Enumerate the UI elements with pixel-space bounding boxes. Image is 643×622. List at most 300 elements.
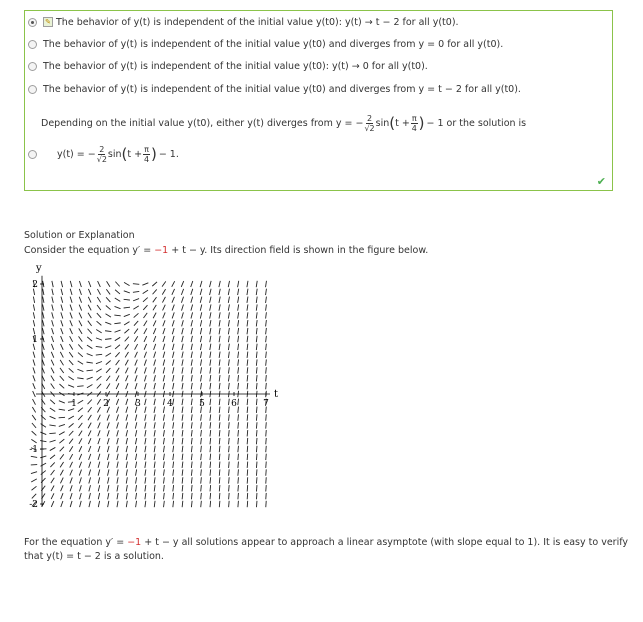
fraction: $\frac{\pi}{4}$ — [411, 113, 417, 133]
option-4[interactable] — [25, 80, 521, 98]
slope-segment — [59, 432, 65, 435]
slope-segment — [70, 462, 73, 468]
slope-segment — [266, 312, 267, 318]
slope-segment — [144, 352, 146, 358]
slope-segment — [210, 289, 212, 295]
slope-segment — [163, 430, 164, 436]
slope-segment — [52, 289, 53, 295]
option-3[interactable] — [25, 57, 428, 75]
slope-segment — [154, 422, 155, 428]
slope-segment — [136, 501, 137, 507]
slope-segment — [247, 375, 248, 381]
slope-segment — [210, 312, 211, 318]
slope-segment — [135, 352, 138, 358]
slope-segment — [135, 438, 136, 444]
slope-segment — [117, 501, 118, 507]
slope-segment — [163, 344, 165, 350]
slope-segment — [229, 477, 230, 483]
slope-segment — [173, 367, 174, 373]
slope-segment — [219, 344, 220, 350]
slope-segment — [51, 368, 54, 374]
slope-segment — [228, 304, 229, 310]
explanation-intro: Consider the equation y′ = −1 + t − y. Its direction field is shown in the figure below. — [24, 245, 429, 256]
direction-field-plot — [24, 258, 304, 520]
slope-segment — [182, 367, 183, 373]
slope-segment — [228, 312, 229, 318]
slope-segment — [126, 407, 128, 413]
slope-segment — [162, 297, 165, 303]
slope-segment — [229, 485, 230, 491]
slope-segment — [173, 493, 174, 499]
slope-segment — [163, 469, 164, 475]
slope-segment — [145, 438, 146, 444]
slope-segment — [256, 438, 257, 444]
slope-segment — [228, 289, 229, 295]
slope-segment — [219, 407, 220, 413]
slope-segment — [201, 422, 202, 428]
slope-segment — [115, 282, 119, 287]
slope-segment — [219, 375, 220, 381]
slope-segment — [182, 328, 184, 334]
slope-segment — [247, 344, 248, 350]
slope-segment — [210, 493, 211, 499]
slope-segment — [115, 306, 121, 308]
slope-segment — [52, 304, 54, 310]
x-tick-label: 5 — [199, 399, 205, 409]
slope-segment — [70, 312, 72, 318]
slope-segment — [266, 289, 267, 295]
slope-segment — [247, 383, 248, 389]
slope-segment — [145, 493, 146, 499]
slope-segment — [238, 446, 239, 452]
slope-segment — [145, 407, 146, 413]
slope-segment — [228, 367, 229, 373]
slope-segment — [219, 289, 220, 295]
slope-segment — [154, 399, 155, 405]
slope-segment — [88, 415, 91, 420]
slope-segment — [229, 501, 230, 507]
slope-segment — [98, 438, 100, 444]
slope-segment — [163, 422, 164, 428]
y-tick-label: -1 — [29, 445, 38, 455]
slope-segment — [126, 454, 127, 460]
slope-segment — [96, 329, 101, 332]
slope-segment — [154, 469, 155, 475]
slope-segment — [229, 446, 230, 452]
slope-segment — [229, 438, 230, 444]
slope-segment — [219, 336, 220, 342]
slope-segment — [52, 297, 54, 303]
slope-segment — [144, 367, 146, 373]
slope-segment — [256, 289, 257, 295]
slope-segment — [52, 336, 54, 342]
slope-segment — [229, 430, 230, 436]
radio-icon[interactable] — [28, 150, 37, 159]
slope-segment — [182, 430, 183, 436]
slope-segment — [117, 430, 119, 436]
slope-segment — [107, 383, 110, 388]
slope-segment — [210, 336, 211, 342]
slope-segment — [256, 352, 257, 358]
slope-segment — [173, 446, 174, 452]
slope-segment — [126, 430, 128, 436]
slope-segment — [133, 306, 138, 309]
slope-segment — [182, 305, 184, 311]
slope-segment — [191, 297, 193, 303]
slope-segment — [256, 446, 257, 452]
slope-segment — [144, 360, 146, 366]
slope-segment — [162, 281, 166, 286]
slope-segment — [228, 281, 229, 287]
slope-segment — [70, 501, 72, 507]
slope-segment — [60, 470, 63, 476]
slope-segment — [51, 501, 54, 507]
slope-segment — [201, 477, 202, 483]
slope-segment — [154, 344, 156, 350]
slope-segment — [256, 320, 257, 326]
slope-segment — [154, 454, 155, 460]
slope-segment — [154, 485, 155, 491]
slope-segment — [247, 422, 248, 428]
slope-segment — [201, 430, 202, 436]
slope-segment — [172, 352, 174, 358]
slope-segment — [96, 369, 101, 372]
slope-segment — [108, 485, 109, 491]
slope-segment — [153, 328, 155, 334]
slope-segment — [70, 493, 72, 499]
slope-segment — [201, 454, 202, 460]
slope-segment — [61, 297, 63, 303]
slope-segment — [78, 353, 83, 357]
slope-segment — [51, 344, 53, 350]
slope-segment — [96, 361, 102, 363]
slope-segment — [163, 462, 164, 468]
radio-selected-icon[interactable] — [28, 18, 37, 27]
slope-segment — [115, 345, 120, 349]
slope-segment — [256, 336, 257, 342]
slope-segment — [125, 368, 128, 374]
y-tick-label: 2 — [32, 280, 38, 290]
slope-segment — [173, 414, 174, 420]
slope-segment — [191, 469, 192, 475]
slope-segment — [70, 328, 73, 334]
explanation-title: Solution or Explanation — [24, 230, 135, 241]
slope-segment — [200, 289, 202, 295]
slope-segment — [79, 438, 82, 444]
slope-segment — [106, 368, 110, 373]
slope-segment — [96, 346, 102, 347]
slope-segment — [115, 298, 120, 301]
slope-segment — [70, 297, 72, 303]
slope-segment — [173, 383, 174, 389]
slope-segment — [135, 454, 136, 460]
option-5[interactable]: y(t) = − $\frac{2}{√2}$ sin ( t + $\frac{\pi}{4}$ ) − 1. — [25, 143, 179, 165]
slope-segment — [266, 304, 267, 310]
slope-segment — [238, 344, 239, 350]
slope-segment — [162, 289, 165, 294]
slope-segment — [32, 415, 36, 420]
slope-segment — [50, 400, 55, 404]
slope-segment — [247, 336, 248, 342]
axis-ticks — [29, 280, 269, 510]
slope-segment — [191, 462, 192, 468]
radio-icon[interactable] — [28, 85, 37, 94]
slope-segment — [40, 441, 46, 442]
slope-segment — [238, 477, 239, 483]
slope-segment — [256, 485, 257, 491]
slope-segment — [154, 383, 156, 389]
slope-segment — [60, 447, 64, 452]
slope-segment — [229, 469, 230, 475]
slope-segment — [266, 359, 267, 365]
slope-segment — [191, 399, 192, 405]
slope-segment — [182, 477, 183, 483]
slope-segment — [69, 446, 72, 451]
slope-segment — [210, 446, 211, 452]
slope-segment — [106, 297, 110, 302]
slope-segment — [219, 312, 220, 318]
slope-segment — [256, 407, 257, 413]
slope-segment — [210, 438, 211, 444]
slope-segment — [247, 289, 248, 295]
slope-segment — [87, 377, 93, 379]
slope-segment — [33, 391, 36, 397]
fraction: $\frac{\pi}{4}$ — [143, 144, 150, 164]
slope-segment — [136, 477, 137, 483]
slope-segment — [69, 368, 74, 372]
slope-segment — [210, 399, 211, 405]
slope-segment — [154, 446, 155, 452]
radio-icon[interactable] — [28, 40, 37, 49]
slope-segment — [247, 407, 248, 413]
slope-segment — [31, 456, 37, 457]
x-tick-label: 2 — [103, 399, 109, 409]
slope-segment — [116, 368, 119, 373]
slope-segment — [210, 328, 211, 334]
slope-segment — [154, 501, 155, 507]
option-4-text: The behavior of y(t) is independent of the initial value y(t0) and diverges from y = t − 2 for all y(t0). — [43, 83, 521, 95]
slope-segment — [266, 367, 267, 373]
slope-segment — [210, 320, 211, 326]
slope-segment — [116, 360, 120, 365]
slope-segment — [256, 462, 257, 468]
x-tick-label: 1 — [71, 399, 77, 409]
slope-segment — [153, 320, 156, 326]
slope-segment — [153, 305, 156, 310]
slope-segment — [182, 407, 183, 413]
slope-segment — [191, 281, 193, 287]
slope-segment — [256, 312, 257, 318]
slope-segment — [164, 501, 165, 507]
fraction: $\frac{2}{√2}$ — [96, 144, 107, 164]
slope-segment — [182, 485, 183, 491]
slope-segment — [32, 423, 36, 428]
slope-segment — [97, 297, 100, 302]
slope-segment — [33, 367, 35, 373]
slope-segment — [191, 289, 193, 295]
slope-segment — [97, 399, 100, 404]
slope-segment — [97, 313, 101, 318]
slope-segment — [238, 430, 239, 436]
slope-segment — [182, 312, 184, 318]
slope-segment — [238, 312, 239, 318]
slope-segment — [266, 320, 267, 326]
slope-segment — [70, 305, 72, 311]
answer-options-box — [24, 10, 613, 191]
slope-segment — [79, 431, 82, 436]
slope-segment — [134, 313, 139, 317]
slope-segment — [210, 407, 211, 413]
slope-segment — [191, 367, 192, 373]
slope-segment — [145, 399, 147, 405]
slope-segment — [114, 315, 120, 316]
slope-segment — [210, 469, 211, 475]
option-5-line-1: Depending on the initial value y(t0), either y(t) diverges from y = − $\frac{2}{√2}$ sin ( t + $\frac{\pi}{4}$ ) − 1 or the solution is — [41, 113, 527, 133]
slope-segment — [126, 438, 127, 444]
slope-segment — [163, 367, 165, 373]
slope-segment — [182, 454, 183, 460]
slope-segment — [219, 328, 220, 334]
slope-segment — [172, 297, 174, 303]
slope-segment — [68, 416, 74, 419]
slope-segment — [163, 477, 164, 483]
slope-segment — [201, 501, 202, 507]
slope-segment — [219, 493, 220, 499]
slope-segment — [247, 469, 248, 475]
slope-segment — [256, 383, 257, 389]
slope-segment — [238, 469, 239, 475]
slope-segment — [105, 322, 111, 324]
slope-segment — [201, 383, 202, 389]
slope-segment — [256, 359, 257, 365]
slope-segment — [106, 360, 111, 364]
slope-segment — [107, 415, 109, 421]
slope-segment — [145, 430, 146, 436]
slope-segment — [69, 431, 73, 436]
slope-segment — [191, 336, 192, 342]
slope-segment — [125, 344, 129, 349]
slope-segment — [228, 383, 229, 389]
slope-segment — [173, 438, 174, 444]
slope-segment — [135, 383, 137, 389]
slope-segment — [238, 383, 239, 389]
slope-segment — [51, 376, 54, 381]
slope-segment — [228, 328, 229, 334]
slope-segment — [70, 336, 73, 342]
slope-segment — [173, 454, 174, 460]
slope-segment — [33, 328, 35, 334]
slope-segment — [200, 352, 201, 358]
slope-segment — [115, 290, 120, 294]
slope-segment — [124, 299, 130, 300]
x-tick-label: 7 — [263, 399, 269, 409]
slope-segment — [108, 493, 109, 499]
slope-segment — [210, 414, 211, 420]
slope-segment — [133, 284, 139, 285]
option-2[interactable] — [25, 35, 503, 53]
slope-segment — [87, 337, 92, 341]
slope-segment — [219, 501, 220, 507]
slope-segment — [126, 462, 127, 468]
slope-segment — [40, 432, 46, 434]
slope-segment — [247, 367, 248, 373]
slope-segment — [70, 485, 72, 491]
slope-segment — [210, 501, 211, 507]
slope-segment — [247, 438, 248, 444]
slope-segment — [115, 330, 121, 332]
slope-segment — [200, 304, 202, 310]
slope-segment — [154, 367, 156, 373]
slope-segment — [88, 407, 92, 412]
slope-segment — [247, 430, 248, 436]
slope-segment — [191, 352, 192, 358]
slope-segment — [52, 328, 54, 334]
slope-segment — [98, 485, 99, 491]
slope-segment — [126, 446, 127, 452]
slope-segment — [256, 297, 257, 303]
slope-segment — [116, 375, 119, 381]
slope-segment — [164, 485, 165, 491]
slope-segment — [32, 431, 37, 435]
slope-segment — [70, 320, 72, 326]
slope-segment — [32, 407, 35, 412]
slope-segment — [238, 407, 239, 413]
slope-segment — [77, 378, 83, 379]
slope-segment — [173, 477, 174, 483]
radio-icon[interactable] — [28, 62, 37, 71]
slope-segment — [219, 383, 220, 389]
slope-segment — [191, 422, 192, 428]
option-1[interactable] — [25, 13, 459, 31]
slope-segment — [61, 289, 63, 295]
slope-segment — [181, 289, 183, 295]
slope-segment — [98, 454, 100, 460]
slope-segment — [182, 414, 183, 420]
slope-segment — [182, 422, 183, 428]
slope-segment — [88, 313, 91, 318]
slope-segment — [181, 281, 183, 287]
slope-segment — [69, 360, 73, 365]
slope-segment — [107, 281, 110, 286]
slope-segment — [266, 297, 267, 303]
slope-segment — [266, 422, 267, 428]
slope-segment — [125, 352, 128, 357]
slope-segment — [145, 469, 146, 475]
slope-segment — [124, 282, 129, 285]
slope-segment — [191, 501, 192, 507]
slope-segment — [228, 320, 229, 326]
slope-segment — [219, 304, 220, 310]
slope-segment — [219, 281, 220, 287]
slope-segment — [201, 414, 202, 420]
slope-segment — [98, 430, 100, 436]
slope-segment — [126, 469, 127, 475]
slope-segment — [238, 352, 239, 358]
slope-segment — [42, 320, 44, 326]
slope-segment — [89, 477, 91, 483]
slope-segment — [87, 345, 92, 348]
slope-segment — [200, 297, 202, 303]
slope-segment — [247, 399, 248, 405]
slope-segment — [182, 383, 183, 389]
slope-segment — [173, 485, 174, 491]
slope-segment — [60, 352, 63, 358]
slope-segment — [266, 336, 267, 342]
slope-segment — [191, 304, 193, 310]
slope-segment — [98, 469, 100, 475]
slope-segment — [219, 297, 220, 303]
slope-segment — [210, 281, 212, 287]
